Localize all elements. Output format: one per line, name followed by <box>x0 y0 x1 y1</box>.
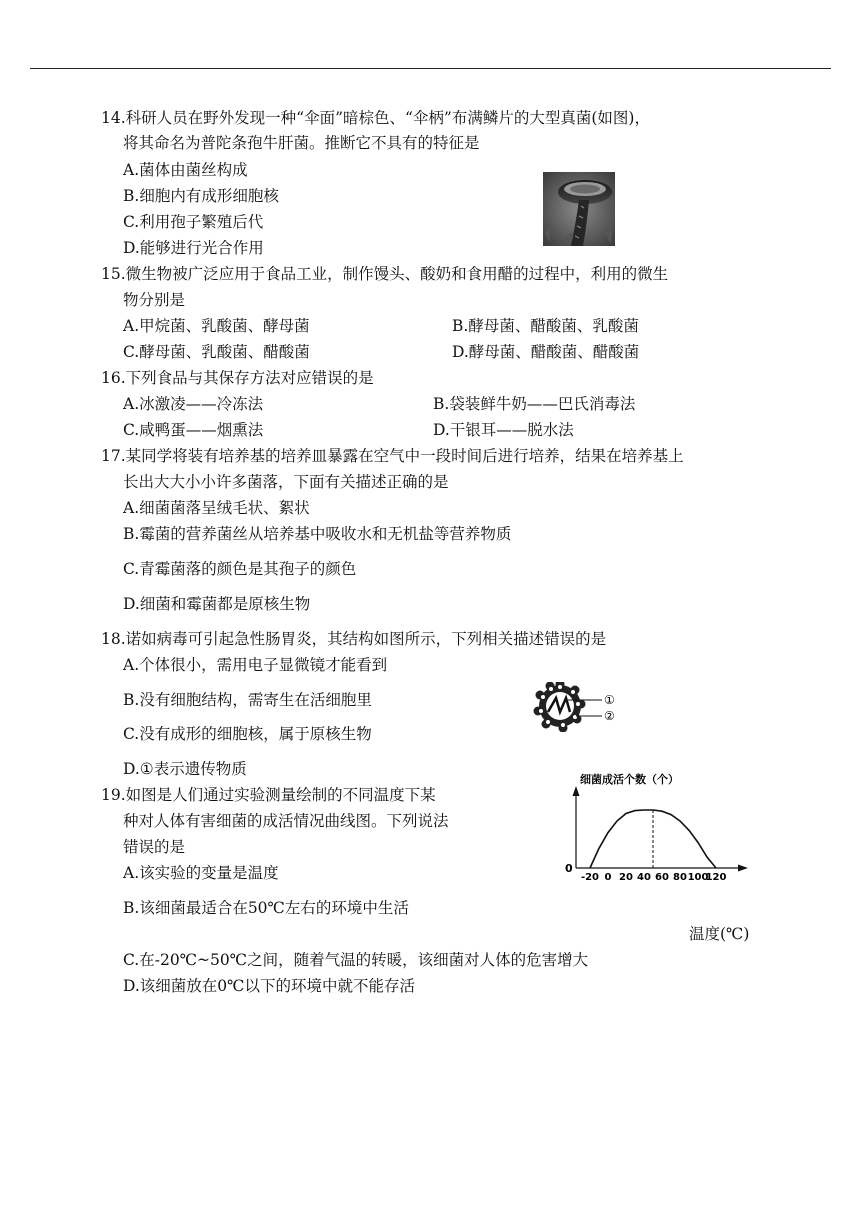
bacteria-survival-chart <box>558 768 758 886</box>
q16-option-a: A.冰激凌——冷冻法 <box>123 395 264 413</box>
q16-stem-line1: 16.下列食品与其保存方法对应错误的是 <box>101 369 374 387</box>
q19-stem-line1: 19.如图是人们通过实验测量绘制的不同温度下某 <box>101 786 436 804</box>
x-tick-label: 100 <box>687 872 709 883</box>
label-1: ① <box>604 693 615 707</box>
q17-option-a: A.细菌菌落呈绒毛状、絮状 <box>123 499 310 517</box>
q16-option-d: D.干银耳——脱水法 <box>433 421 574 439</box>
q18-option-d: D.①表示遗传物质 <box>123 760 247 778</box>
survival-curve <box>590 810 716 868</box>
x-tick-label: 40 <box>637 872 651 883</box>
q19-option-a: A.该实验的变量是温度 <box>123 864 279 882</box>
q14-stem-line2: 将其命名为普陀条孢牛肝菌。推断它不具有的特征是 <box>123 134 480 152</box>
q19-stem-line3: 错误的是 <box>123 838 186 856</box>
x-tick-label: 0 <box>604 872 612 883</box>
q17-option-c: C.青霉菌落的颜色是其孢子的颜色 <box>123 560 357 578</box>
q14-option-b: B.细胞内有成形细胞核 <box>123 187 279 205</box>
q16-option-b: B.袋装鲜牛奶——巴氏消毒法 <box>433 395 636 413</box>
q17-option-b: B.霉菌的营养菌丝从培养基中吸收水和无机盐等营养物质 <box>123 525 512 543</box>
q15-option-b: B.酵母菌、醋酸菌、乳酸菌 <box>452 317 639 335</box>
q14-option-a: A.菌体由菌丝构成 <box>123 161 248 179</box>
q16-option-c: C.咸鸭蛋——烟熏法 <box>123 421 264 439</box>
q19-option-d: D.该细菌放在0℃以下的环境中就不能存活 <box>123 977 416 995</box>
q15-option-c: C.酵母菌、乳酸菌、醋酸菌 <box>123 343 310 361</box>
norovirus-diagram <box>530 682 625 732</box>
q15-option-a: A.甲烷菌、乳酸菌、酵母菌 <box>123 317 310 335</box>
q19-option-c: C.在-20℃~50℃之间，随着气温的转暖，该细菌对人体的危害增大 <box>123 951 589 969</box>
q15-option-d: D.酵母菌、醋酸菌、醋酸菌 <box>452 343 640 361</box>
q19-option-b: B.该细菌最适合在50℃左右的环境中生活 <box>123 899 409 917</box>
x-axis-arrow-icon <box>738 865 748 872</box>
q15-stem-line2: 物分别是 <box>123 291 186 309</box>
label-2: ② <box>604 709 615 723</box>
q19-stem-line2: 种对人体有害细菌的成活情况曲线图。下列说法 <box>123 812 449 830</box>
q15-stem-line1: 15.微生物被广泛应用于食品工业，制作馒头、酸奶和食用醋的过程中，利用的微生 <box>101 265 669 283</box>
q14-option-c: C.利用孢子繁殖后代 <box>123 213 264 231</box>
q18-option-a: A.个体很小，需用电子显微镜才能看到 <box>123 656 388 674</box>
x-tick-label: 60 <box>655 872 669 883</box>
q14-stem-line1: 14.科研人员在野外发现一种“伞面”暗棕色、“伞柄”布满鳞片的大型真菌(如图)， <box>101 109 650 127</box>
mushroom-photo <box>543 172 615 246</box>
q18-option-c: C.没有成形的细胞核，属于原核生物 <box>123 725 372 743</box>
q14-option-d: D.能够进行光合作用 <box>123 239 264 257</box>
x-tick-label: 120 <box>705 872 727 883</box>
x-tick-label: -20 <box>580 872 600 883</box>
q17-stem-line2: 长出大大小小许多菌落，下面有关描述正确的是 <box>123 473 449 491</box>
chart-y-axis-label: 细菌成活个数（个） <box>580 773 679 786</box>
q17-option-d: D.细菌和霉菌都是原核生物 <box>123 595 311 613</box>
x-tick-label: 80 <box>673 872 687 883</box>
chart-x-axis-label: 温度(℃) <box>689 925 750 943</box>
x-tick-label: 20 <box>619 872 633 883</box>
header-rule <box>30 68 831 69</box>
q17-stem-line1: 17.某同学将装有培养基的培养皿暴露在空气中一段时间后进行培养，结果在培养基上 <box>101 447 684 465</box>
y-axis-arrow-icon <box>573 786 580 796</box>
chart-origin-label: 0 <box>565 862 573 875</box>
q18-stem-line1: 18.诺如病毒可引起急性肠胃炎，其结构如图所示，下列相关描述错误的是 <box>101 630 607 648</box>
q18-option-b: B.没有细胞结构，需寄生在活细胞里 <box>123 691 372 709</box>
